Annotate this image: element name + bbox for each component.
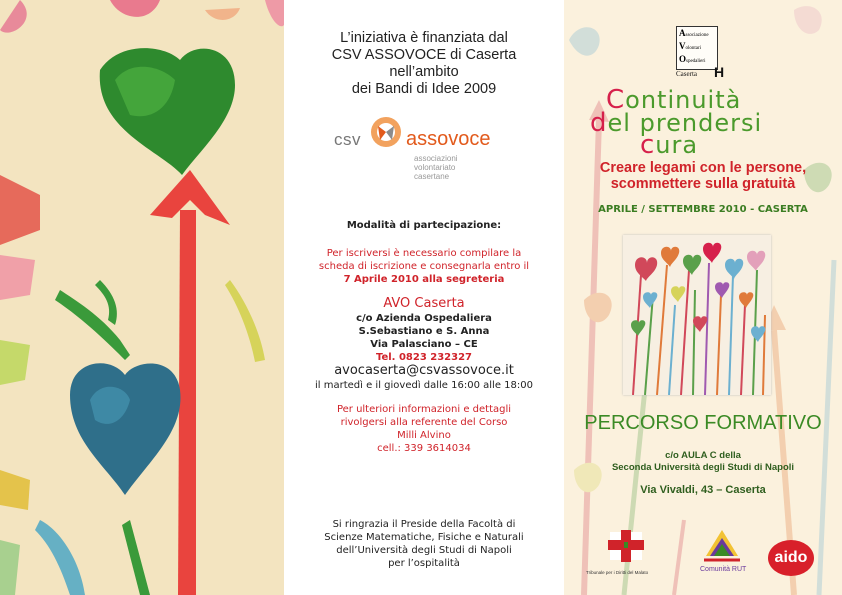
hospital-h-icon: H: [714, 64, 725, 80]
thanks-line: per l’ospitalità: [388, 558, 460, 569]
thanks-line: dell’Università degli Studi di Napoli: [336, 545, 512, 556]
org-contact: [284, 296, 564, 364]
org-phone: Tel. 0823 232327: [375, 352, 473, 363]
title-cap: c: [640, 130, 656, 160]
hearts-painting: [0, 0, 284, 595]
red-cross-icon: [606, 528, 646, 564]
org-line: S.Sebastiano e S. Anna: [358, 326, 490, 337]
title-rest: ura: [655, 131, 699, 159]
intro-line: dei Bandi di Idee 2009: [351, 81, 497, 97]
comunita-rut-logo: [694, 526, 754, 578]
funding-intro: [284, 30, 564, 98]
csv-sub-line: volontariato: [414, 163, 456, 172]
title-rest: el prendersi: [607, 109, 763, 137]
avo-initial: A: [679, 28, 686, 38]
left-panel-painting: [0, 0, 284, 595]
venue-address: Via Vivaldi, 43 – Caserta: [640, 484, 766, 496]
avo-logo: [676, 26, 718, 70]
org-line: c/o Azienda Ospedaliera: [356, 313, 492, 324]
csv-sub-line: casertane: [414, 172, 450, 181]
org-name: AVO Caserta: [383, 296, 465, 311]
avo-word: spedalieri: [686, 59, 706, 64]
participation-section: [284, 219, 564, 232]
venue-line: c/o AULA C della: [665, 450, 741, 461]
info-line: rivolgersi alla referente del Corso: [340, 417, 508, 428]
course-type: PERCORSO FORMATIVO: [584, 412, 822, 434]
avo-word: ssociazione: [685, 33, 709, 38]
tribunale-logo: [586, 528, 656, 578]
rut-label: Comunità RUT: [700, 566, 747, 573]
participation-deadline: 7 Aprile 2010 alla segreteria: [343, 274, 505, 285]
participation-line: scheda di iscrizione e consegnarla entro il: [318, 261, 530, 272]
org-line: Via Palasciano – CE: [370, 339, 478, 350]
participation-line: Per iscriversi è necessario compilare la: [326, 248, 522, 259]
csv-sub-line: associazioni: [414, 154, 458, 163]
email-section: [284, 363, 564, 392]
subtitle-line: scommettere sulla gratuità: [610, 176, 796, 192]
middle-panel: [284, 0, 564, 595]
avo-word: olontari: [685, 46, 702, 51]
participation-title: Modalità di partecipazione:: [346, 220, 502, 231]
thanks-section: [284, 518, 564, 570]
info-contact-name: Milli Alvino: [397, 430, 451, 441]
thanks-line: Si ringrazia il Preside della Facoltà di: [332, 519, 516, 530]
info-line: Per ulteriori informazioni e dettagli: [336, 404, 512, 415]
aido-logo: aido: [768, 540, 814, 576]
venue: [564, 450, 842, 474]
info-contact-phone: cell.: 339 3614034: [377, 443, 471, 454]
tribunale-label: Tribunale per i Diritti del Malato: [586, 570, 649, 575]
intro-line: CSV ASSOVOCE di Caserta: [331, 47, 517, 63]
csv-assovoce-logo: [334, 112, 514, 182]
title-line-3: [640, 130, 699, 160]
intro-line: nell’ambito: [389, 64, 459, 80]
participation-text: [284, 247, 564, 286]
csv-logo-right-text: assovoce: [406, 128, 491, 150]
venue-line: Seconda Università degli Studi di Napoli: [611, 462, 795, 473]
course-dates: APRILE / SETTEMBRE 2010 - CASERTA: [598, 204, 808, 215]
csv-logo-left-text: csv: [334, 130, 361, 149]
rut-emblem-icon: [702, 526, 742, 564]
title-cap: d: [590, 108, 608, 138]
intro-line: L’iniziativa è finanziata dal: [340, 30, 508, 46]
avo-initial: V: [679, 41, 686, 51]
right-panel-cover: [564, 0, 842, 595]
email-link[interactable]: avocaserta@csvassovoce.it: [334, 363, 514, 378]
hearts-arrows-painting: [623, 235, 771, 395]
subtitle: [564, 160, 842, 192]
office-hours: il martedì e il giovedì dalle 16:00 alle 18:00: [315, 380, 533, 391]
info-section: [284, 403, 564, 455]
csv-logo-subtitle: [414, 154, 458, 181]
title-rest: ontinuità: [625, 86, 742, 114]
avo-logo-city: Caserta: [676, 70, 697, 78]
subtitle-line: Creare legami con le persone,: [599, 160, 807, 176]
title-cap: C: [606, 85, 626, 115]
thanks-line: Scienze Matematiche, Fisiche e Naturali: [324, 532, 524, 543]
avo-initial: O: [679, 54, 687, 64]
csv-badge-icon: [370, 116, 402, 148]
